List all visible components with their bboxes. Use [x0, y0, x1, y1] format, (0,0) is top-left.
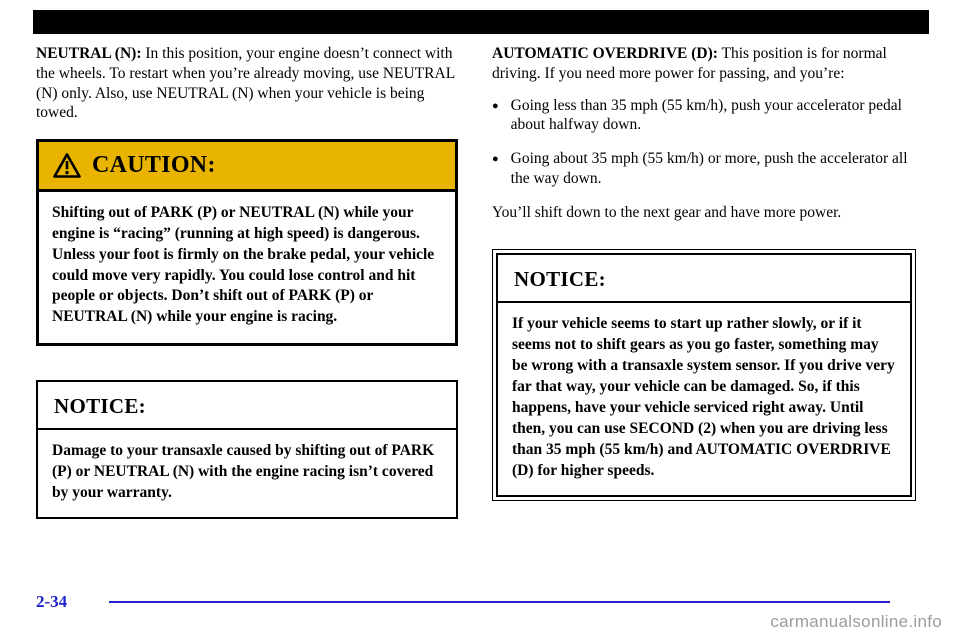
bullet-icon: ● — [492, 99, 499, 112]
neutral-paragraph — [36, 44, 458, 123]
warning-triangle-icon — [53, 153, 81, 178]
caution-box — [36, 139, 458, 346]
bullet-text: Going less than 35 mph (55 km/h), push your accelerator pedal about halfway down. — [510, 96, 902, 134]
bullet-text: Going about 35 mph (55 km/h) or more, push the accelerator all the way down. — [510, 150, 908, 188]
notice-title-right: NOTICE: — [498, 255, 910, 303]
list-item — [492, 96, 916, 136]
overdrive-text: This position is for normal driving. If you need more power for passing, and you’re: — [492, 45, 887, 82]
notice-body-right: If your vehicle seems to start up rather slowly, or if it seems not to shift gears as you go faster, something may be wrong with a transaxle system sensor. If you drive very far that way, your vehicle can be damaged. So, if this happens, have your vehicle serviced right away. Until then, you can use SECOND (2) when you are driving less than 35 mph (55 km/h) and AUTOMATIC OVERDRIVE (D) for higher speeds. — [512, 314, 895, 480]
caution-title: CAUTION: — [92, 152, 216, 179]
footer-rule — [109, 601, 890, 603]
notice-box-right — [492, 249, 916, 502]
shift-down-paragraph: You’ll shift down to the next gear and have more power. — [492, 203, 842, 221]
overdrive-lead: AUTOMATIC OVERDRIVE (D): — [492, 45, 718, 62]
notice-body-left: Damage to your transaxle caused by shifting out of PARK (P) or NEUTRAL (N) with the engine racing isn’t covered by your warranty. — [52, 441, 435, 502]
list-item — [492, 149, 916, 189]
caution-body: Shifting out of PARK (P) or NEUTRAL (N) while your engine is “racing” (running at high speed) is dangerous. Unless your foot is firmly on the brake pedal, your vehicle could move very rapidly. You could lose control and hit people or objects. Don’t shift out of PARK (P) or NEUTRAL (N) while your engine is racing. — [52, 204, 435, 326]
watermark: carmanualsonline.info — [770, 612, 942, 631]
left-column — [36, 44, 458, 519]
notice-title-left: NOTICE: — [38, 382, 456, 430]
notice-inner-frame — [496, 253, 912, 498]
right-column — [492, 44, 916, 501]
overdrive-bullet-list — [492, 96, 916, 189]
bullet-icon: ● — [492, 153, 499, 166]
overdrive-paragraph — [492, 44, 916, 84]
caution-header — [39, 142, 455, 192]
neutral-lead: NEUTRAL (N): — [36, 45, 142, 62]
top-rule-bar — [33, 10, 929, 34]
page-footer — [36, 592, 900, 612]
neutral-text: In this position, your engine doesn’t connect with the wheels. To restart when you’re already moving, use NEUTRAL (N) only. Also, use NEUTRAL (N) when your vehicle is being towed. — [36, 45, 455, 122]
notice-box-left — [36, 380, 458, 519]
page-number: 2-34 — [36, 592, 68, 611]
